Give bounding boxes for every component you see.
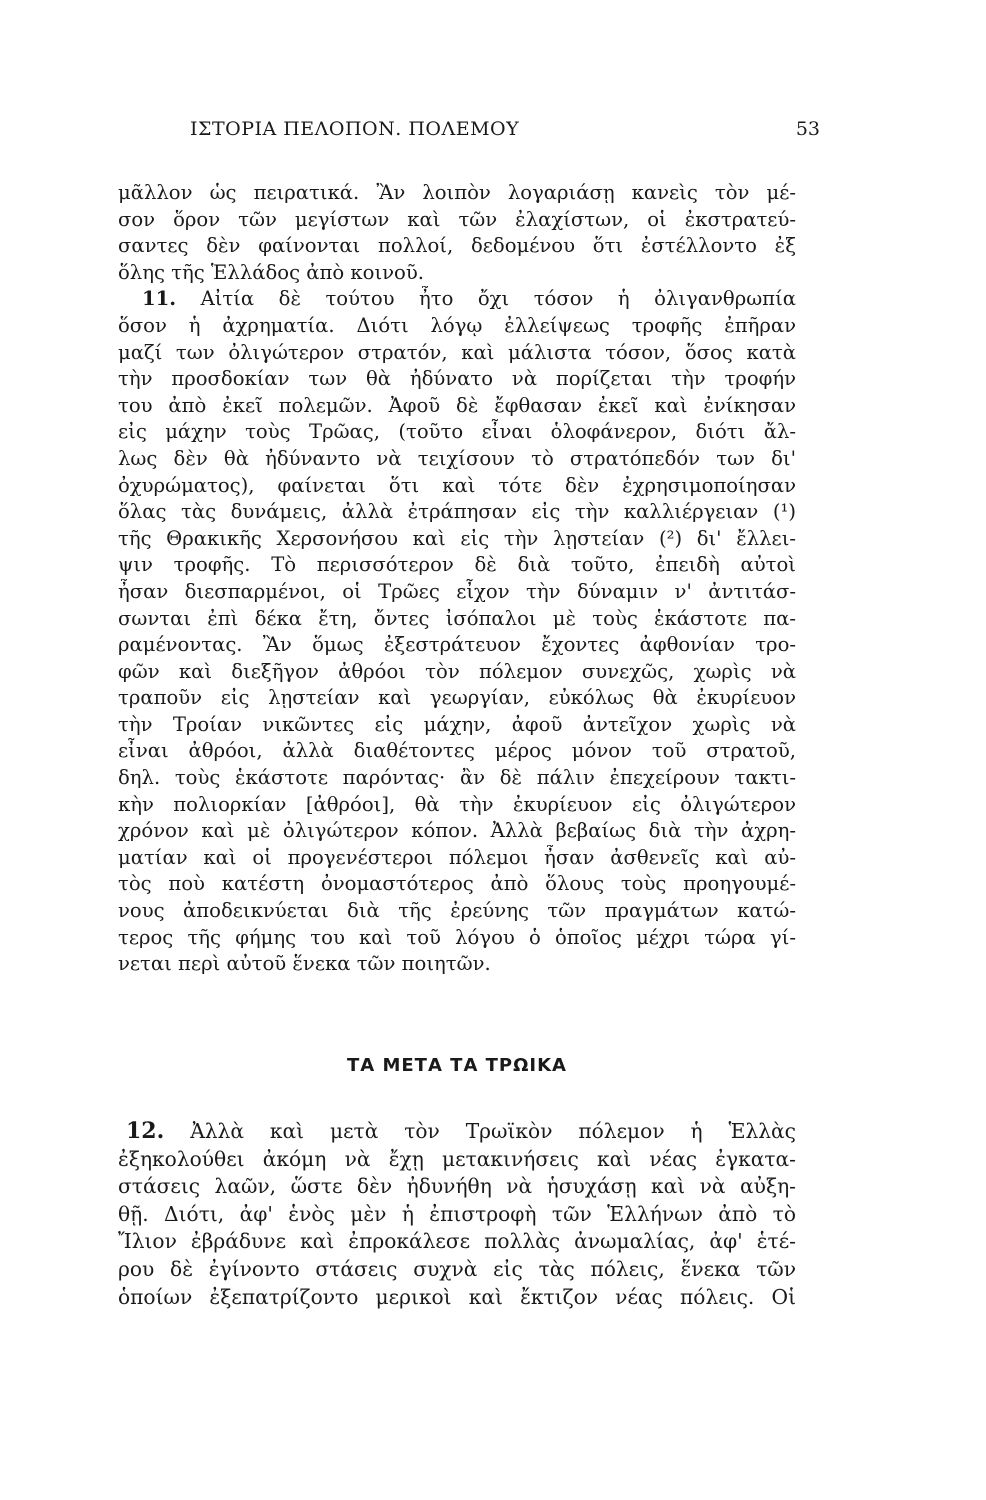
text-line: ἐξηκολούθει ἀκόμη νὰ ἔχῃ μετακινήσεις καὶ νέας ἐγκατα- [118, 1146, 796, 1171]
paragraph-12-first-line [118, 1118, 796, 1146]
text-line: ὅσον ἡ ἀχρηματία. Διότι λόγῳ ἐλλείψεως τροφῆς ἐπῆραν [118, 313, 796, 337]
text-line: ρου δὲ ἐγίνοντο στάσεις συχνὰ εἰς τὰς πόλεις, ἕνεκα τῶν [118, 1256, 796, 1281]
text-line: ὁποίων ἐξεπατρίζοντο μερικοὶ καὶ ἔκτιζον νέας πόλεις. Οἱ [118, 1284, 796, 1309]
text-line: νεται περὶ αὐτοῦ ἕνεκα τῶν ποιητῶν. [118, 952, 491, 976]
paragraph-11-first-line [118, 286, 796, 313]
text-line: ματίαν καὶ οἱ προγενέστεροι πόλεμοι ἦσαν ἀσθενεῖς καὶ αὐ- [118, 845, 796, 869]
text-line: σαντες δὲν φαίνονται πολλοί, δεδομένου ὅτι ἐστέλλοντο ἐξ [118, 234, 796, 258]
text-line: του ἀπὸ ἐκεῖ πολεμῶν. Ἀφοῦ δὲ ἔφθασαν ἐκεῖ καὶ ἐνίκησαν [118, 393, 796, 417]
text-line: ψιν τροφῆς. Τὸ περισσότερον δὲ διὰ τοῦτο, ἐπειδὴ αὐτοὶ [118, 553, 796, 577]
text-line: τὴν προσδοκίαν των θὰ ἠδύνατο νὰ πορίζεται τὴν τροφήν [118, 367, 796, 391]
text-line: Ἴλιον ἐβράδυνε καὶ ἐπροκάλεσε πολλὰς ἀνωμαλίας, ἀφ' ἑτέ- [118, 1229, 796, 1254]
paragraph-11-text [118, 180, 796, 978]
text-line: λως δὲν θὰ ἠδύναντο νὰ τειχίσουν τὸ στρατόπεδόν των δι' [118, 446, 796, 470]
text-line: εἰς μάχην τοὺς Τρῶας, (τοῦτο εἶναι ὁλοφάνερον, διότι ἄλ- [118, 420, 796, 444]
text-line: τὴν Τροίαν νικῶντες εἰς μάχην, ἀφοῦ ἀντεῖχον χωρὶς νὰ [118, 712, 796, 736]
text-line: Ἀλλὰ καὶ μετὰ τὸν Τρωϊκὸν πόλεμον ἡ Ἑλλὰς [190, 1119, 796, 1143]
text-line: μαζί των ὀλιγώτερον στρατόν, καὶ μάλιστα τόσον, ὅσος κατὰ [118, 340, 796, 364]
text-line: νους ἀποδεικνύεται διὰ τῆς ἐρεύνης τῶν πραγμάτων κατώ- [118, 899, 796, 923]
text-line: ὅλας τὰς δυνάμεις, ἀλλὰ ἐτράπησαν εἰς τὴν καλλιέργειαν (¹) [118, 500, 796, 524]
paragraph-number: 11. [142, 287, 177, 311]
text-line: ἦσαν διεσπαρμένοι, οἱ Τρῶες εἶχον τὴν δύναμιν ν' ἀντιτάσ- [118, 579, 796, 603]
text-line: μᾶλλον ὡς πειρατικά. Ἂν λοιπὸν λογαριάσῃ κανεὶς τὸν μέ- [118, 181, 796, 204]
text-line: εἶναι ἀθρόοι, ἀλλὰ διαθέτοντες μέρος μόνον τοῦ στρατοῦ, [118, 739, 796, 763]
text-line: κὴν πολιορκίαν [ἀθρόοι], θὰ τὴν ἐκυρίευον εἰς ὀλιγώτερον [118, 792, 796, 816]
text-line: φῶν καὶ διεξῆγον ἀθρόοι τὸν πόλεμον συνεχῶς, χωρὶς νὰ [118, 659, 796, 683]
text-line: τὸς ποὺ κατέστη ὀνομαστότερος ἀπὸ ὅλους τοὺς προηγουμέ- [118, 872, 796, 896]
section-heading: ΤΑ ΜΕΤΑ ΤΑ ΤΡΩΙΚΑ [347, 1055, 567, 1076]
text-line: τραποῦν εἰς λῃστείαν καὶ γεωργίαν, εὐκόλως θὰ ἐκυρίευον [118, 686, 796, 710]
text-line: στάσεις λαῶν, ὥστε δὲν ἠδυνήθη νὰ ἡσυχάσῃ καὶ νὰ αὐξη- [118, 1174, 796, 1199]
text-line: θῇ. Διότι, ἀφ' ἑνὸς μὲν ἡ ἐπιστροφὴ τῶν Ἑλλήνων ἀπὸ τὸ [118, 1201, 796, 1226]
text-line: ὅλης τῆς Ἑλλάδος ἀπὸ κοινοῦ. [118, 260, 424, 284]
paragraph-12-text [118, 1118, 796, 1311]
paragraph-number: 12. [126, 1118, 165, 1144]
running-head [120, 118, 850, 148]
text-line: τῆς Θρακικῆς Χερσονήσου καὶ εἰς τὴν λῃστείαν (²) δι' ἔλλει- [118, 526, 796, 550]
text-line: ὀχυρώματος), φαίνεται ὅτι καὶ τότε δὲν ἐχρησιμοποίησαν [118, 473, 796, 497]
text-line: ραμένοντας. Ἂν ὅμως ἐξεστράτευον ἔχοντες ἀφθονίαν τρο- [118, 633, 796, 657]
text-line: σον ὅρον τῶν μεγίστων καὶ τῶν ἐλαχίστων, οἱ ἐκστρατεύ- [118, 207, 796, 231]
page-number: 53 [795, 118, 820, 140]
text-line: δηλ. τοὺς ἑκάστοτε παρόντας· ἂν δὲ πάλιν ἐπεχείρουν τακτι- [118, 766, 796, 790]
text-line: χρόνον καὶ μὲ ὀλιγώτερον κόπον. Ἀλλὰ βεβαίως διὰ τὴν ἀχρη- [118, 819, 796, 843]
text-line: σωνται ἐπὶ δέκα ἔτη, ὄντες ἰσόπαλοι μὲ τοὺς ἑκάστοτε πα- [118, 606, 796, 630]
text-line: Αἰτία δὲ τούτου ἦτο ὄχι τόσον ἡ ὀλιγανθρωπία [200, 287, 796, 311]
running-title: ΙΣΤΟΡΙΑ ΠΕΛΟΠΟΝ. ΠΟΛΕΜΟΥ [190, 118, 520, 140]
text-line: τερος τῆς φήμης του καὶ τοῦ λόγου ὁ ὁποῖος μέχρι τώρα γί- [118, 925, 796, 949]
